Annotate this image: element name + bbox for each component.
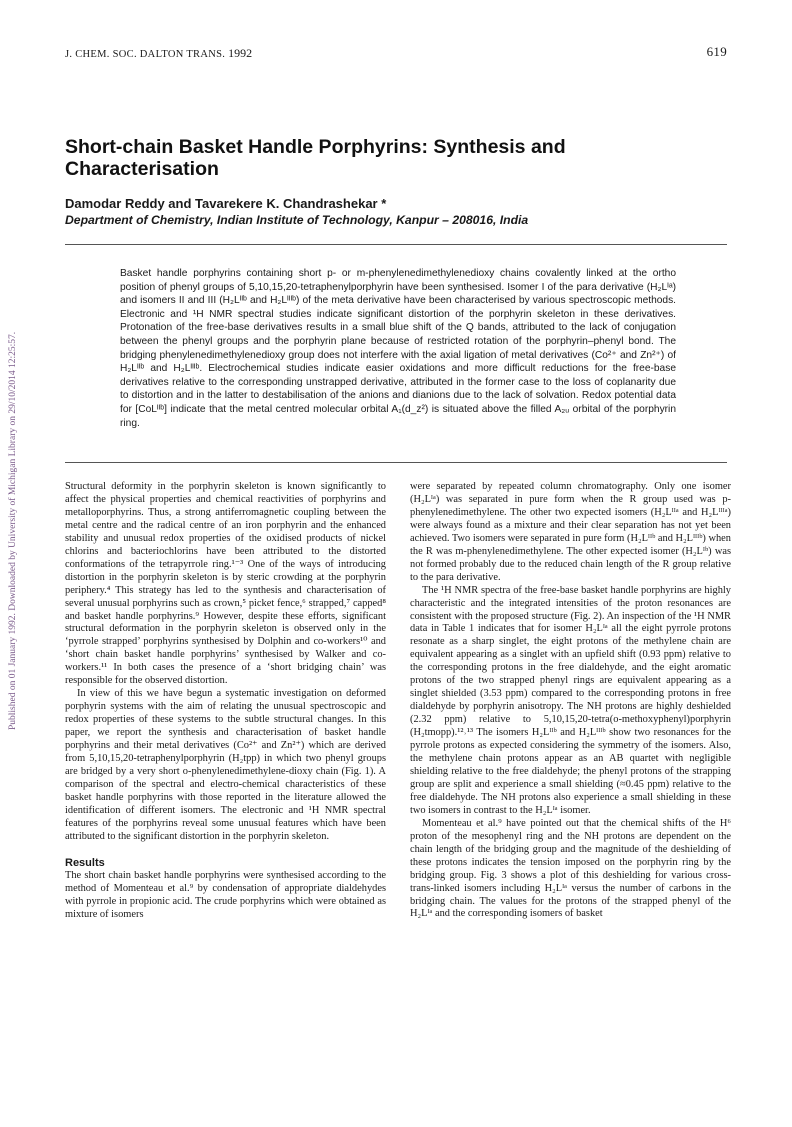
- authors: Damodar Reddy and Tavarekere K. Chandrashekar *: [65, 196, 387, 211]
- right-column: [410, 481, 731, 921]
- running-head: [65, 44, 727, 60]
- journal-year: 1992: [228, 46, 253, 60]
- section-heading-results: Results: [65, 856, 105, 869]
- affiliation: Department of Chemistry, Indian Institute of Technology, Kanpur – 208016, India: [65, 213, 529, 227]
- paragraph: In view of this we have begun a systematic investigation on deformed porphyrin systems with the aim of relating the unusual spectroscopic and redox properties of these systems to the subtle structural changes. In this paper, we report the synthesis and characterisation of basket handle porphyrins and their metal derivatives (Co²⁺ and Zn²⁺) which are derived from 5,10,15,20-tetraphenylporphyrin (H₂tpp) in which two phenyl groups are bridged by a very short o-phenylenedimethylene-dioxy chain (Fig. 1). A comparison of the spectral and electro-chemical characteristics of these basket handle porphyrins with those reported in the literature allowed the identification of different isomers. The electronic and ¹H NMR spectral features of the porphyrins reveal some unusual features which have been attributed to the significant distortion in the porphyrin skeleton.: [65, 688, 386, 842]
- page-number: 619: [706, 44, 727, 59]
- left-column: [65, 481, 386, 922]
- article-title: Short-chain Basket Handle Porphyrins: Synthesis and Characterisation: [65, 136, 566, 180]
- paragraph: The ¹H NMR spectra of the free-base basket handle porphyrins are highly characteristic and the integrated intensities of the proton resonances are consistent with the proposed structure (Fig. 2). An inspection of the ¹H NMR data in Table 1 indicates that for isomer H₂Lᴵᵃ all the eight pyrrole protons resonate as a sharp singlet, the eight protons of the methylene chain are equivalent appearing as a singlet with an upfield shift (0.93 ppm) relative to the corresponding protons in the free dialdehyde, and the eight aromatic protons of the two strapped phenyl rings are equivalent appearing as a singlet shielded (3.53 ppm) compared to the corresponding protons in free dialdehyde by porphyrin anisotropy. The NH protons are highly deshielded (2.32 ppm) relative to 5,10,15,20-tetra(o-methoxyphenyl)porphyrin (H₂tmopp).¹²˒¹³ The isomers H₂Lᴵᴵᵇ and H₂Lᴵᴵᴵᵇ show two resonances for the pyrrole protons as expected considering the symmetry of the isomers. Also, the methylene chain protons appear as an AB quartet with negligible shielding relative to the free dialdehyde; the phenyl protons of the strapping group are split and experience a small shielding (≈0.45 ppm) relative to the free dialdehyde. The NH protons also experience a small shielding in these two isomers in contrast to the H₂Lᴵᵃ isomer.: [410, 584, 731, 816]
- journal-name: J. CHEM. SOC. DALTON TRANS. 1992: [65, 46, 253, 60]
- paragraph: Momenteau et al.⁹ have pointed out that the chemical shifts of the H⁶ proton of the mesophenyl ring and the NH protons are dependent on the chain length of the bridging group and the magnitude of the deshielding of these protons indicates the tension imposed on the porphyrin ring by the bridging group. Fig. 3 shows a plot of this deshielding for various cross-trans-linked isomers including H₂Lᴵᵃ versus the number of carbons in the bridging chain. The values for the protons of the strapped phenyl of the H₂Lᴵᵃ and the corresponding isomers of basket: [410, 817, 731, 920]
- download-notice: Published on 01 January 1992. Downloaded by University of Michigan Library on 29/10/2014 12:25:57.: [8, 331, 18, 730]
- paragraph: The short chain basket handle porphyrins were synthesised according to the method of Momenteau et al.⁹ by condensation of appropriate dialdehydes with pyrrole in propionic acid. The crude porphyrins which were obtained as mixture of isomers: [65, 869, 386, 920]
- paragraph: were separated by repeated column chromatography. Only one isomer (H₂Lᴵᵃ) was separated in pure form when the R group used was p-phenylenedimethylene. The other two expected isomers (H₂Lᴵᴵᵃ and H₂Lᴵᴵᴵᵃ) were always found as a mixture and their clear separation has not yet been achieved. Two isomers were separated in pure form (H₂Lᴵᴵᵇ and H₂Lᴵᴵᴵᵇ) when the R was m-phenylenedimethylene. The other expected isomer (H₂Lᴵᵇ) was not formed probably due to the reduced chain length of the R group relative to the para derivative.: [410, 481, 731, 583]
- divider-bottom: [65, 462, 727, 463]
- paragraph: Structural deformity in the porphyrin skeleton is known significantly to affect the physical properties and chemical reactivities of porphyrins and metalloporphyrins. Thus, a strong antiferromagnetic coupling between the metal centre and the radical centre of an iron porphyrin and the enhanced stability and unusual redox properties of the oxidised products of nickel chlorins and bacteriochlorins have been attributed to the distorted conformations of the tetrapyrrole ring.¹⁻³ One of the ways of introducing distortion in the porphyrin skeleton is by steric crowding at the porphyrin periphery.⁴ This strategy has led to the synthesis and characterisation of several unusual porphyrins such as crown,⁵ picket fence,⁶ strapped,⁷ capped⁸ and basket handle porphyrins.⁹ However, despite these efforts, significant structural deformation in the porphyrin skeleton is observed only in the ‘pyrrole strapped’ porphyrins synthesised by Dolphin and co-workers¹⁰ and ‘short chain basket handle porphyrins’ synthesised by Walker and co-workers.¹¹ In both cases the presence of a ‘short bridging chain’ was responsible for the observed distortion.: [65, 481, 386, 687]
- divider-top: [65, 244, 727, 245]
- abstract: Basket handle porphyrins containing short p- or m-phenylenedimethylenedioxy chains covalently linked at the ortho position of phenyl groups of 5,10,15,20-tetraphenylporphyrin have been synthesised. Isomer I of the para derivative (H₂Lᴵᵃ) and isomers II and III (H₂Lᴵᴵᵇ and H₂Lᴵᴵᴵᵇ) of the meta derivative have been characterised by various spectroscopic methods. Electronic and ¹H NMR spectral studies indicate significant distortion of the porphyrin skeleton in these derivatives. Protonation of the free-base derivatives results in a small blue shift of the Q bands, attributed to the lack of conjugation between the phenyl groups and the porphyrin plane because of restricted rotation of the porphyrin–phenyl bond. The bridging phenylenedimethylenedioxy group does not interfere with the axial ligation of metal derivatives (Co²⁺ and Zn²⁺) of H₂Lᴵᴵᵇ and H₂Lᴵᴵᴵᵇ. Electrochemical studies indicate easier oxidations and more difficult reductions for the free-base derivatives relative to the corresponding unstrapped derivative, attributed in the former case to the loss of coplanarity due to distortion and in the latter to destabilisation of the anions and dianions due to the lack of solvation. Redox potential data for [CoLᴵᴵᵇ] indicate that the metal centred molecular orbital A₁(d_z²) is situated above the filled A₂ᵤ orbital of the porphyrin ring.: [120, 268, 676, 429]
